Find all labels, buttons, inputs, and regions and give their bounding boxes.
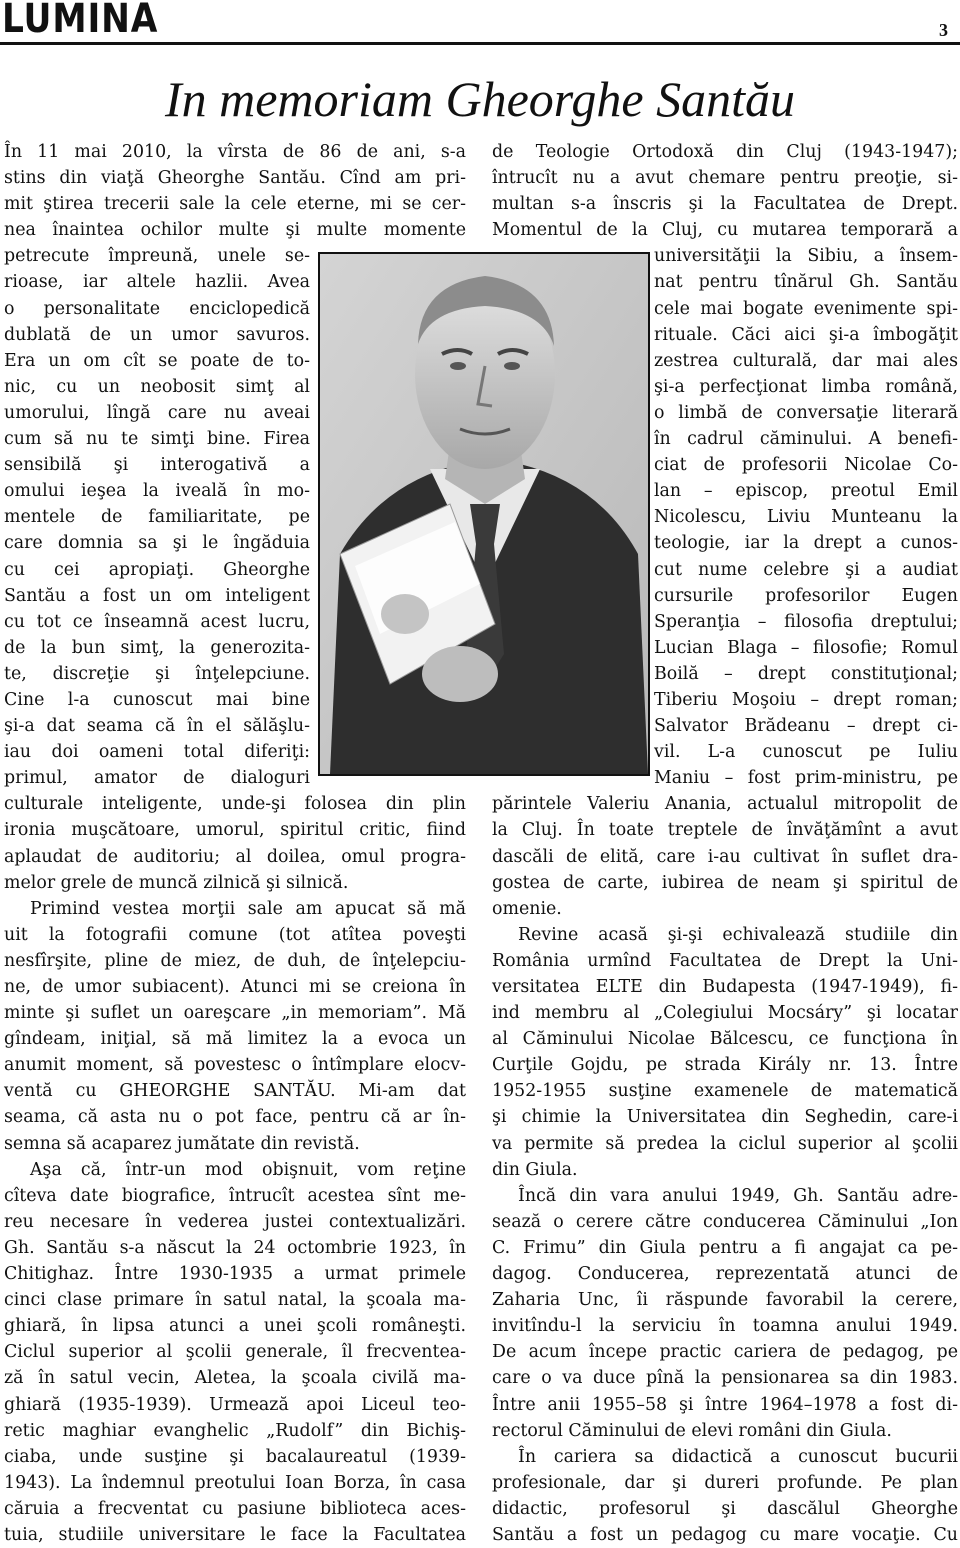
- text-line: căruia a frecventat cu pasiune biblioteca aces-: [4, 1498, 466, 1519]
- text-line: Primind vestea morţii sale am apucat să mă: [30, 898, 466, 919]
- text-line: 1943). La îndemnul preotului Ioan Borza, în casa: [4, 1472, 466, 1493]
- text-line: şi chimie la Universitatea din Seghedin, care-i: [492, 1107, 958, 1128]
- text-line: De acum începe practic cariera de pedagog, pe: [492, 1342, 958, 1363]
- text-line: omenie.: [492, 898, 562, 919]
- text-line: România urmînd Facultatea de Drept la Uni-: [492, 950, 958, 971]
- text-line: sează o cerere către conducerea Căminului „Ion: [492, 1211, 958, 1232]
- text-line: Curţile Gojdu, pe strada Király nr. 13. Între: [492, 1055, 958, 1076]
- text-line: retic maghiar evanghelic „Rudolf” din Bichiş-: [4, 1420, 466, 1441]
- text-line: stins din viaţă Gheorghe Santău. Cînd am pri-: [4, 168, 466, 189]
- text-line: va permite să predea la ciclul superior al şcolii: [492, 1133, 958, 1154]
- text-line: Tiberiu Moşoiu – drept roman;: [654, 689, 958, 710]
- text-line: cum să nu te simţi bine. Firea: [4, 429, 310, 450]
- text-line: lan – episcop, preotul Emil: [654, 481, 958, 502]
- masthead: [0, 0, 960, 46]
- text-line: profesionale, dar şi dureri profunde. Pe plan: [492, 1472, 958, 1493]
- text-line: de la bun simţ, la generozita-: [4, 637, 310, 658]
- article-title-text: In memoriam Gheorghe Santău: [164, 71, 795, 127]
- text-line: umorului, lîngă care nu aveai: [4, 402, 310, 423]
- text-line: Momentul de la Cluj, cu mutarea temporară a: [492, 220, 958, 241]
- text-line: dagog. Conducerea, reprezentată atunci de: [492, 1264, 958, 1285]
- text-line: Revine acasă şi-şi echivalează studiile din: [518, 924, 958, 945]
- article-title: [0, 72, 960, 126]
- portrait-image: [320, 254, 648, 774]
- text-line: omului ieşea la iveală în mo-: [4, 481, 310, 502]
- text-line: gîndeam, iniţial, să mă limitez la a evoca un: [4, 1029, 466, 1050]
- text-line: al Căminului Nicolae Bălcescu, ce funcţiona în: [492, 1029, 958, 1050]
- text-line: Gh. Santău s-a născut la 24 octombrie 1923, în: [4, 1237, 466, 1258]
- page-number: 3: [939, 20, 948, 40]
- text-line: o personalitate enciclopedică: [4, 298, 310, 319]
- text-line: zestrea culturală, dar mai ales: [654, 350, 958, 371]
- text-line: mentele de familiaritate, pe: [4, 507, 310, 528]
- text-line: dascăli de elită, care i-au cultivat în suflet dra-: [492, 846, 958, 867]
- text-line: primul, amator de dialoguri: [4, 768, 310, 789]
- text-line: sensibilă şi interogativă a: [4, 455, 310, 476]
- text-line: minte şi suflet un oareşcare „in memoriam”. Mă: [4, 1003, 466, 1024]
- text-line: seama, că asta nu o pot face, pentru că ar în-: [4, 1107, 466, 1128]
- text-line: ciaba, unde susţine şi bacalaureatul (1939-: [4, 1446, 466, 1467]
- text-line: Încă din vara anului 1949, Gh. Santău adre-: [518, 1185, 958, 1206]
- text-line: cu cei apropiaţi. Gheorghe: [4, 559, 310, 580]
- text-line: 1952-1955 susţine examenele de matematică: [492, 1081, 958, 1102]
- text-line: o limbă de conversaţie literară: [654, 402, 958, 423]
- text-line: gostea de carte, iubirea de neam şi spiritul de: [492, 872, 958, 893]
- text-line: Ciclul superior al şcolii generale, îl frecventea-: [4, 1342, 466, 1363]
- text-line: anumit moment, să povestesc o întîmplare elocv-: [4, 1055, 466, 1076]
- text-line: C. Frimu” din Giula pentru a fi angajat ca pe-: [492, 1237, 958, 1258]
- text-line: petrecute împreună, unele se-: [4, 246, 310, 267]
- text-line: dublată de un umor savuros.: [4, 324, 310, 345]
- text-line: Chitighaz. Între 1930-1935 a urmat primele: [4, 1264, 466, 1285]
- text-line: cele mai bogate evenimente spi-: [654, 298, 958, 319]
- text-line: Salvator Brădeanu – drept ci-: [654, 716, 958, 737]
- text-line: teologie, iar la drept a cunos-: [654, 533, 958, 554]
- text-line: de Teologie Ortodoxă din Cluj (1943-1947);: [492, 142, 958, 162]
- text-line: ironia muşcătoare, umorul, spiritul critic, fiind: [4, 820, 466, 841]
- text-line: ne, de umor subiacent). Atunci mi se creiona în: [4, 977, 466, 997]
- text-line: Între anii 1955–58 şi între 1964–1978 a fost di-: [492, 1394, 958, 1415]
- text-line: tuia, studiile universitare le face la Facultatea: [4, 1524, 466, 1545]
- text-line: care o va duce pînă la pensionarea sa din 1983.: [492, 1368, 958, 1389]
- text-line: Zaharia Unc, îi răspunde favorabil la cerere,: [492, 1290, 958, 1311]
- text-line: invitîndu-l la serviciu în toamna anului 1949.: [492, 1316, 958, 1337]
- text-line: nea înaintea ochilor multe şi multe momente: [4, 220, 466, 241]
- text-line: versitatea ELTE din Budapesta (1947-1949), fi-: [492, 977, 958, 997]
- text-line: culturale inteligente, unde-şi folosea din plin: [4, 794, 466, 815]
- text-line: didactic, profesorul şi dascălul Gheorghe: [492, 1498, 958, 1519]
- text-line: multan s-a înscris şi la Facultatea de Drept.: [492, 194, 958, 215]
- text-line: ghiară, în lipsa atunci a unei şcoli româneşti.: [4, 1316, 466, 1337]
- text-line: Speranţia – filosofia dreptului;: [654, 611, 958, 632]
- text-line: Nicolescu, Liviu Munteanu la: [654, 507, 958, 528]
- text-line: nic, cu un neobosit simţ al: [4, 376, 310, 397]
- text-line: Santău a fost un om inteligent: [4, 585, 310, 606]
- text-line: cut nume celebre şi a audiat: [654, 559, 958, 580]
- text-line: melor grele de muncă zilnică şi silnică.: [4, 872, 349, 893]
- text-line: iau doi oameni total diferiţi:: [4, 742, 310, 763]
- text-line: nesfîrşite, pline de miez, de duh, de înţelepciu-: [4, 950, 466, 971]
- text-line: cu tot ce înseamnă acest lucru,: [4, 611, 310, 632]
- text-line: Cine l-a cunoscut mai bine: [4, 689, 310, 710]
- text-line: reu necesare în vederea justei contextualizări.: [4, 1211, 466, 1232]
- text-line: şi-a perfecţionat limba română,: [654, 376, 958, 397]
- text-line: aplaudat de auditoriu; al doilea, omul progra-: [4, 846, 466, 867]
- text-line: la Cluj. În toate treptele de învăţămînt a avut: [492, 820, 958, 841]
- publication-logo: LUMINA: [2, 0, 159, 42]
- text-line: cîteva date biografice, întrucît acestea sînt me-: [4, 1185, 466, 1206]
- text-line: cursurile profesorilor Eugen: [654, 585, 958, 606]
- text-line: rioase, iar altele hazlii. Avea: [4, 272, 310, 293]
- text-line: semna să acaparez jumătate din revistă.: [4, 1133, 360, 1154]
- text-line: rituale. Căci aici şi-a îmbogăţit: [654, 324, 958, 345]
- text-line: Santău a fost un pedagog cu mare vocaţie. Cu: [492, 1524, 958, 1545]
- text-line: nat pentru tînărul Gh. Santău: [654, 272, 958, 293]
- text-line: ind membru al „Colegiului Mocsáry” şi locatar: [492, 1003, 958, 1024]
- portrait-photo: [318, 252, 650, 776]
- text-line: Maniu – fost prim-ministru, pe: [654, 768, 958, 789]
- text-line: te, discreţie şi înţelepciune.: [4, 663, 310, 684]
- text-line: care domnia sa şi le îngăduia: [4, 533, 310, 554]
- text-line: În cariera sa didactică a cunoscut bucurii: [518, 1446, 958, 1467]
- text-line: din Giula.: [492, 1159, 578, 1180]
- text-line: cinci clase primare în satul natal, la şcoala ma-: [4, 1290, 466, 1311]
- text-line: ciat de profesorii Nicolae Co-: [654, 455, 958, 476]
- text-line: mit ştirea trecerii sale la cele eterne, mi se cer-: [4, 194, 466, 215]
- text-line: în cadrul căminului. A benefi-: [654, 429, 958, 450]
- text-line: uit la fotografii comune (tot atîtea poveşti: [4, 924, 466, 945]
- text-line: rectorul Căminului de elevi români din Giula.: [492, 1420, 892, 1441]
- text-line: părintele Valeriu Anania, actualul mitropolit de: [492, 794, 958, 815]
- text-line: Aşa că, într-un mod obişnuit, vom reţine: [30, 1159, 466, 1180]
- text-line: ghiară (1935-1939). Urmează apoi Liceul teo-: [4, 1394, 466, 1415]
- text-line: vil. L-a cunoscut pe Iuliu: [654, 742, 958, 763]
- text-line: Boilă – drept constituţional;: [654, 663, 958, 684]
- text-line: Lucian Blaga – filosofie; Romul: [654, 637, 958, 658]
- text-line: ventă cu GHEORGHE SANTĂU. Mi-am dat: [4, 1081, 466, 1102]
- text-line: În 11 mai 2010, la vîrsta de 86 de ani, s-a: [4, 142, 466, 162]
- text-line: Era un om cît se poate de to-: [4, 350, 310, 371]
- header-rule: [0, 42, 960, 45]
- text-line: şi-a dat seama că în el sălăşlu-: [4, 716, 310, 737]
- text-line: întrucît nu a avut chemare pentru preoţie, si-: [492, 168, 958, 189]
- text-line: universităţii la Sibiu, a însem-: [654, 246, 958, 267]
- text-line: ză în satul vecin, Aletea, la şcoala civilă ma-: [4, 1368, 466, 1389]
